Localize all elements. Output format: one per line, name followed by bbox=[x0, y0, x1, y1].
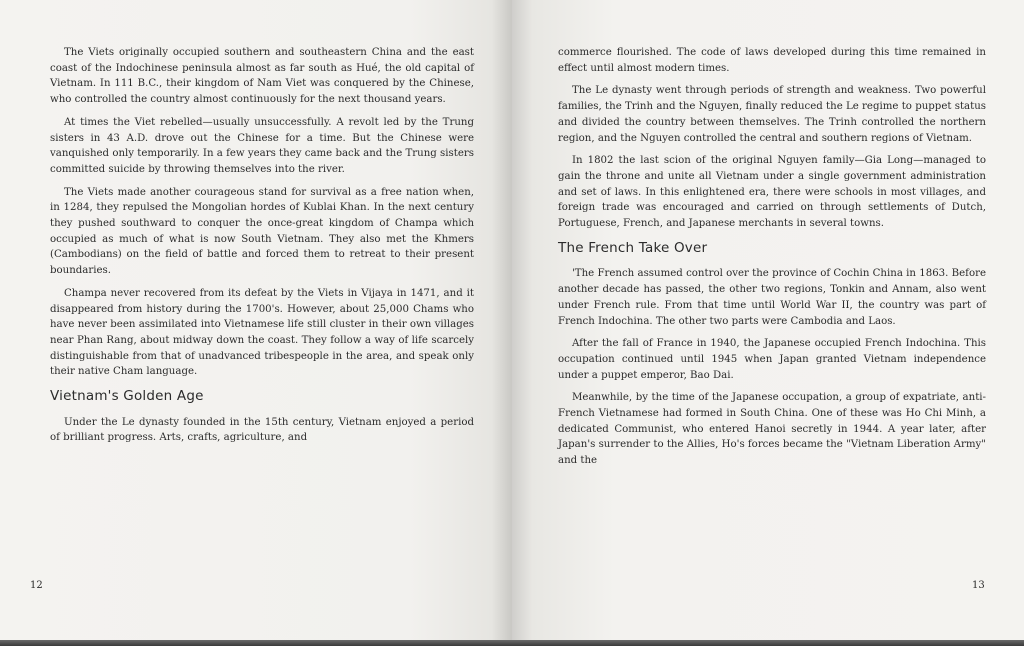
paragraph: 'The French assumed control over the province of Cochin China in 1863. Before another decade has passed, the other two regions, Tonkin and Annam, also went under French rule. From that time until World War II, the country was part of French Indochina. The other two parts were Cambodia and Laos. bbox=[558, 268, 986, 327]
paragraph: Champa never recovered from its defeat by the Viets in Vijaya in 1471, and it disappeared from history during the 1700's. However, about 25,000 Chams who have never been assimilated into Vietnamese life still cluster in their own villages near Phan Rang, about midway down the coast. They follow a way of life scarcely distinguishable from that of unadvanced tribespeople in the area, and speak only their native Cham language. bbox=[50, 287, 474, 378]
left-page bbox=[0, 0, 512, 640]
paragraph: Under the Le dynasty founded in the 15th century, Vietnam enjoyed a period of brilliant progress. Arts, crafts, agriculture, and bbox=[50, 416, 474, 444]
scan-bottom-edge bbox=[0, 640, 1024, 646]
paragraph: Meanwhile, by the time of the Japanese occupation, a group of expatriate, anti-French Vietnamese had formed in South China. One of these was Ho Chi Minh, a dedicated Communist, who entered Hanoi secretly in 1944. A year later, after Japan's surrender to the Allies, Ho's forces became the "Vietnam Liberation Army" and the bbox=[558, 392, 986, 467]
paragraph: The Viets originally occupied southern and southeastern China and the east coast of the Indochinese peninsula almost as far south as Hué, the old capital of Vietnam. In 111 B.C., their kingdom of Nam Viet was conquered by the Chinese, who controlled the country almost continuously for the next thousand years. bbox=[50, 47, 474, 106]
page-number-right: 13 bbox=[972, 580, 985, 591]
paragraph: The Viets made another courageous stand for survival as a free nation when, in 1284, they repulsed the Mongolian hordes of Kublai Khan. In the next century they pushed southward to conquer the once-great kingdom of Champa which occupied as much of what is now South Vietnam. They also met the Khmers (Cambodians) on the field of battle and forced them to retreat to their present boundaries. bbox=[50, 186, 474, 277]
right-page bbox=[512, 0, 1024, 640]
page-number-left: 12 bbox=[30, 580, 43, 591]
paragraph: commerce flourished. The code of laws developed during this time remained in effect until almost modern times. bbox=[558, 47, 986, 74]
section-heading: The French Take Over bbox=[558, 239, 708, 256]
left-page-text-column bbox=[50, 45, 474, 453]
paragraph: After the fall of France in 1940, the Japanese occupied French Indochina. This occupation continued until 1945 when Japan granted Vietnam independence under a puppet emperor, Bao Dai. bbox=[558, 338, 986, 381]
paragraph: At times the Viet rebelled—usually unsuccessfully. A revolt led by the Trung sisters in 43 A.D. drove out the Chinese for a time. But the Chinese were vanquished only temporarily. In a few years they came back and the Trung sisters committed suicide by throwing themselves into the river. bbox=[50, 116, 474, 175]
paragraph: The Le dynasty went through periods of strength and weakness. Two powerful families, the Trinh and the Nguyen, finally reduced the Le regime to puppet status and divided the country between themselves. The Trinh controlled the northern region, and the Nguyen controlled the central and southern regions of Vietnam. bbox=[558, 85, 986, 144]
right-page-text-column bbox=[558, 45, 986, 476]
section-heading: Vietnam's Golden Age bbox=[50, 388, 204, 405]
paragraph: In 1802 the last scion of the original Nguyen family—Gia Long—managed to gain the throne and unite all Vietnam under a single government administration and set of laws. In this enlightened era, there were schools in most villages, and foreign trade was encouraged and carried on through settlements of Dutch, Portuguese, French, and Japanese merchants in several towns. bbox=[558, 155, 986, 230]
